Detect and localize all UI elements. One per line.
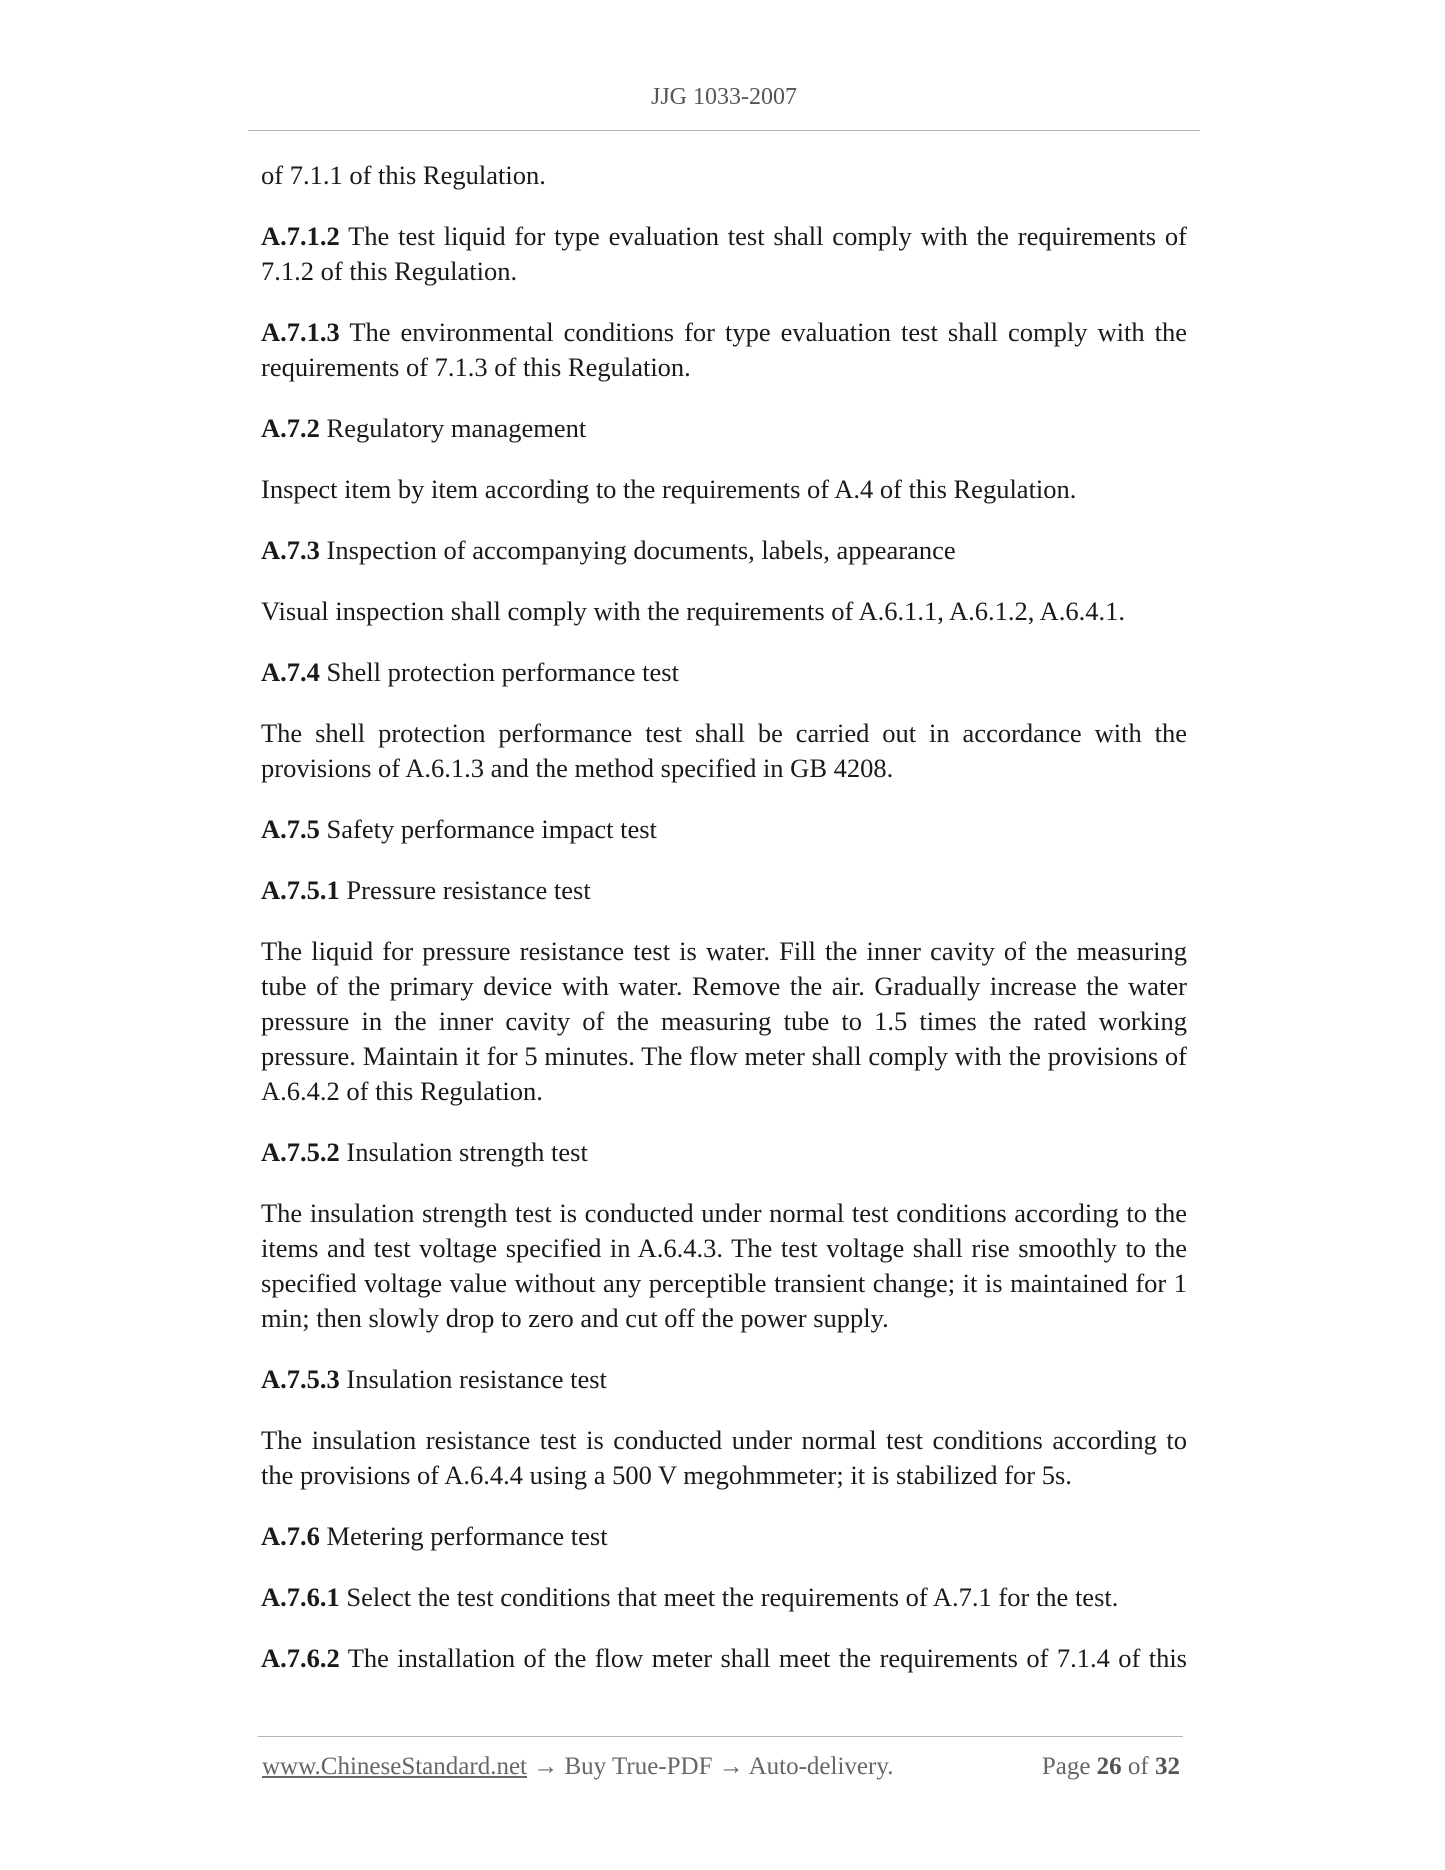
paragraph-text: The insulation strength test is conducted under normal test conditions according to the items and test voltage specified in A.6.4.3. The test voltage shall rise smoothly to the specified voltage value without any perceptible transient change; it is maintained for 1 min; then slowly drop to zero and cut off the power supply.	[261, 1198, 1187, 1333]
clause-number: A.7.5.1	[261, 875, 340, 905]
clause-number: A.7.3	[261, 535, 320, 565]
current-page: 26	[1096, 1753, 1122, 1780]
clause-heading: Safety performance impact test	[319, 814, 657, 844]
delivery-text: Auto-delivery.	[748, 1753, 894, 1780]
clause-heading: Regulatory management	[319, 413, 587, 443]
clause-a-7-1-2	[261, 219, 1187, 289]
arrow-right-icon: →	[712, 1753, 749, 1780]
total-pages: 32	[1155, 1753, 1180, 1780]
paragraph-text: The shell protection performance test shall be carried out in accordance with the provisions of A.6.1.3 and the method specified in GB 4208.	[261, 718, 1187, 783]
clause-a-7-2	[261, 411, 1187, 446]
clause-heading: Insulation strength test	[339, 1137, 588, 1167]
page-header: JJG 1033-2007	[650, 84, 797, 110]
clause-number: A.7.5	[261, 814, 320, 844]
clause-a-7-1-3	[261, 315, 1187, 385]
clause-number: A.7.2	[261, 413, 320, 443]
paragraph	[261, 934, 1187, 1109]
page-number	[1042, 1753, 1180, 1781]
clause-number: A.7.6.1	[261, 1582, 340, 1612]
footer-divider	[258, 1736, 1183, 1737]
arrow-right-icon: →	[527, 1753, 565, 1780]
clause-a-7-6-1	[261, 1580, 1187, 1615]
paragraph-text: The insulation resistance test is conducted under normal test conditions according to the provisions of A.6.4.4 using a 500 V megohmmeter; it is stabilized for 5s.	[261, 1425, 1187, 1490]
clause-a-7-6-2	[261, 1641, 1187, 1676]
clause-a-7-5	[261, 812, 1187, 847]
clause-number: A.7.4	[261, 657, 320, 687]
clause-text: The test liquid for type evaluation test shall comply with the requirements of 7.1.2 of this Regulation.	[261, 221, 1187, 286]
clause-text: The environmental conditions for type evaluation test shall comply with the requirements of 7.1.3 of this Regulation.	[261, 317, 1187, 382]
document-body	[261, 158, 1187, 1702]
paragraph	[261, 1423, 1187, 1493]
page-label: Page	[1041, 1753, 1097, 1780]
clause-number: A.7.5.3	[261, 1364, 340, 1394]
of-label: of	[1121, 1753, 1155, 1780]
clause-a-7-3	[261, 533, 1187, 568]
paragraph	[261, 594, 1187, 629]
buy-text: Buy True-PDF	[564, 1753, 713, 1780]
footer-promo	[262, 1753, 893, 1781]
paragraph-text: of 7.1.1 of this Regulation.	[261, 160, 546, 190]
clause-heading: Inspection of accompanying documents, labels, appearance	[319, 535, 956, 565]
paragraph	[261, 1196, 1187, 1336]
clause-text: The installation of the flow meter shall meet the requirements of 7.1.4 of this	[339, 1643, 1187, 1673]
clause-number: A.7.6	[261, 1521, 320, 1551]
clause-heading: Insulation resistance test	[339, 1364, 607, 1394]
paragraph	[261, 158, 1187, 193]
clause-a-7-5-3	[261, 1362, 1187, 1397]
clause-a-7-4	[261, 655, 1187, 690]
clause-a-7-6	[261, 1519, 1187, 1554]
clause-number: A.7.1.2	[261, 221, 340, 251]
paragraph	[261, 472, 1187, 507]
paragraph-text: Visual inspection shall comply with the requirements of A.6.1.1, A.6.1.2, A.6.4.1.	[261, 596, 1125, 626]
clause-number: A.7.1.3	[261, 317, 340, 347]
website-link[interactable]: www.ChineseStandard.net	[262, 1753, 527, 1780]
clause-text: Select the test conditions that meet the requirements of A.7.1 for the test.	[339, 1582, 1119, 1612]
paragraph-text: The liquid for pressure resistance test is water. Fill the inner cavity of the measuring tube of the primary device with water. Remove the air. Gradually increase the water pressure in the inner cavity of the measuring tube to 1.5 times the rated working pressure. Maintain it for 5 minutes. The flow meter shall comply with the provisions of A.6.4.2 of this Regulation.	[261, 936, 1187, 1106]
paragraph	[261, 716, 1187, 786]
clause-heading: Pressure resistance test	[339, 875, 591, 905]
clause-heading: Metering performance test	[319, 1521, 608, 1551]
header-divider	[248, 130, 1200, 131]
clause-a-7-5-2	[261, 1135, 1187, 1170]
clause-heading: Shell protection performance test	[319, 657, 679, 687]
clause-number: A.7.6.2	[261, 1643, 340, 1673]
paragraph-text: Inspect item by item according to the requirements of A.4 of this Regulation.	[261, 474, 1077, 504]
clause-number: A.7.5.2	[261, 1137, 340, 1167]
clause-a-7-5-1	[261, 873, 1187, 908]
